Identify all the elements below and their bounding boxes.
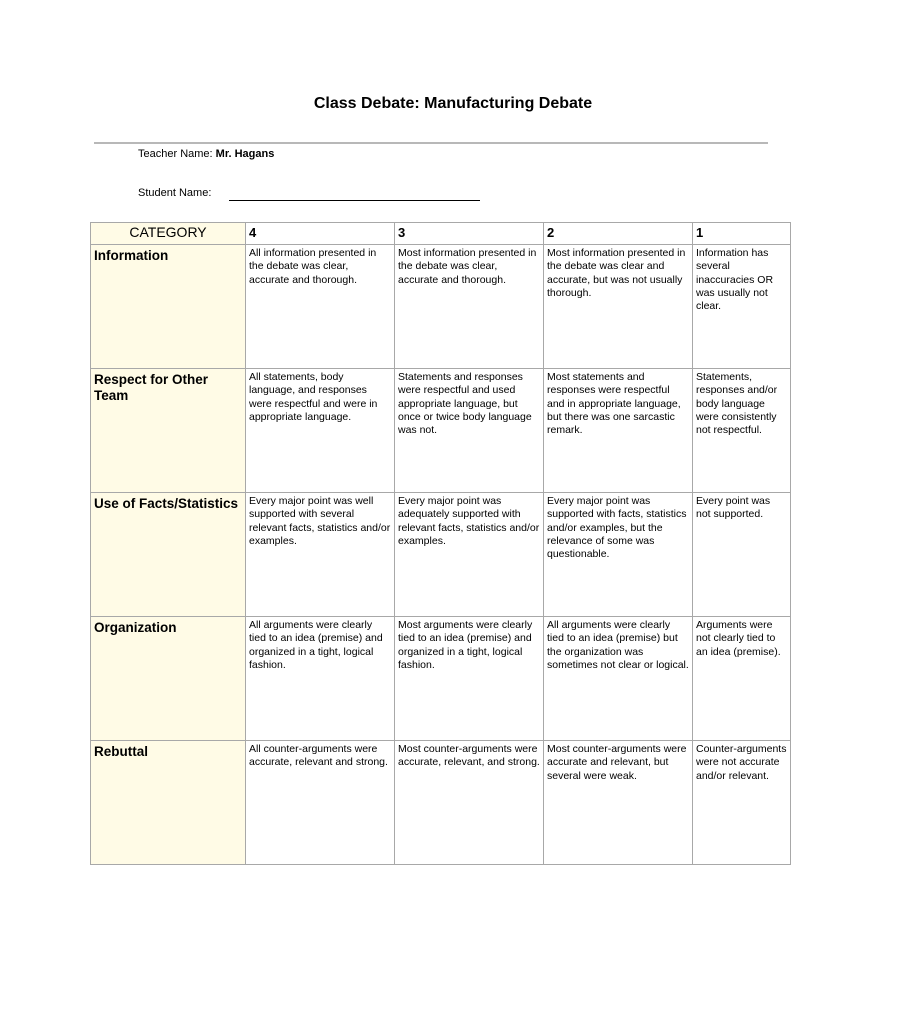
header-divider bbox=[94, 142, 768, 144]
table-row bbox=[91, 369, 791, 493]
table-row bbox=[91, 617, 791, 741]
table-cell: All arguments were clearly tied to an idea (premise) but the organization was sometimes not clear or logical. bbox=[544, 617, 693, 741]
table-cell: Most information presented in the debate was clear, accurate and thorough. bbox=[395, 245, 544, 369]
table-cell: Most arguments were clearly tied to an idea (premise) and organized in a tight, logical fashion. bbox=[395, 617, 544, 741]
header-score-3: 3 bbox=[395, 223, 544, 245]
row-category: Rebuttal bbox=[91, 741, 246, 865]
row-category: Respect for Other Team bbox=[91, 369, 246, 493]
table-cell: Statements, responses and/or body language were consistently not respectful. bbox=[693, 369, 791, 493]
header-category: CATEGORY bbox=[91, 223, 246, 245]
teacher-name-line bbox=[138, 148, 274, 160]
row-category: Use of Facts/Statistics bbox=[91, 493, 246, 617]
table-cell: Most information presented in the debate was clear and accurate, but was not usually thorough. bbox=[544, 245, 693, 369]
table-cell: Every point was not supported. bbox=[693, 493, 791, 617]
header-score-1: 1 bbox=[693, 223, 791, 245]
table-cell: Most counter-arguments were accurate, relevant, and strong. bbox=[395, 741, 544, 865]
header-score-2: 2 bbox=[544, 223, 693, 245]
teacher-name-label: Teacher Name: bbox=[138, 148, 213, 160]
table-cell: All statements, body language, and responses were respectful and were in appropriate language. bbox=[246, 369, 395, 493]
student-name-blank bbox=[229, 200, 480, 201]
table-cell: Statements and responses were respectful and used appropriate language, but once or twice body language was not. bbox=[395, 369, 544, 493]
table-cell: Arguments were not clearly tied to an idea (premise). bbox=[693, 617, 791, 741]
table-row bbox=[91, 493, 791, 617]
row-category: Information bbox=[91, 245, 246, 369]
table-cell: Most counter-arguments were accurate and relevant, but several were weak. bbox=[544, 741, 693, 865]
student-name-line bbox=[138, 187, 211, 199]
rubric-table bbox=[90, 222, 791, 865]
teacher-name-value: Mr. Hagans bbox=[215, 148, 275, 160]
table-cell: All counter-arguments were accurate, relevant and strong. bbox=[246, 741, 395, 865]
table-cell: Counter-arguments were not accurate and/or relevant. bbox=[693, 741, 791, 865]
header-score-4: 4 bbox=[246, 223, 395, 245]
table-cell: All arguments were clearly tied to an idea (premise) and organized in a tight, logical fashion. bbox=[246, 617, 395, 741]
table-cell: Every major point was supported with facts, statistics and/or examples, but the relevance of some was questionable. bbox=[544, 493, 693, 617]
table-cell: Every major point was adequately supported with relevant facts, statistics and/or examples. bbox=[395, 493, 544, 617]
table-row bbox=[91, 245, 791, 369]
table-cell: Most statements and responses were respectful and in appropriate language, but there was one sarcastic remark. bbox=[544, 369, 693, 493]
table-cell: Every major point was well supported with several relevant facts, statistics and/or examples. bbox=[246, 493, 395, 617]
student-name-label: Student Name: bbox=[138, 187, 212, 199]
page-title: Class Debate: Manufacturing Debate bbox=[313, 95, 593, 112]
table-header-row bbox=[91, 223, 791, 245]
row-category: Organization bbox=[91, 617, 246, 741]
table-cell: Information has several inaccuracies OR was usually not clear. bbox=[693, 245, 791, 369]
table-row bbox=[91, 741, 791, 865]
table-cell: All information presented in the debate was clear, accurate and thorough. bbox=[246, 245, 395, 369]
